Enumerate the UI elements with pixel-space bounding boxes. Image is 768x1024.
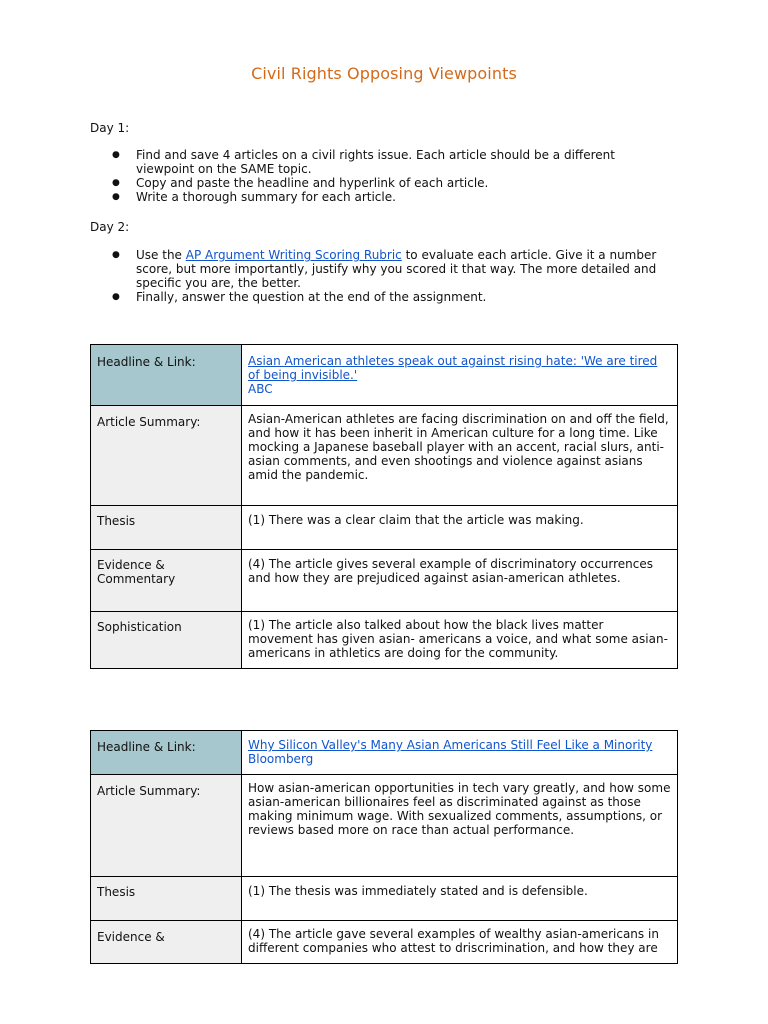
day2-label: Day 2: (90, 220, 130, 234)
thesis-label: Thesis (97, 885, 136, 899)
list-item: ● Find and save 4 articles on a civil rights issue. Each article should be a different viewpoint on the SAME topic. (110, 148, 670, 176)
list-item (110, 248, 670, 290)
headline-cell (242, 731, 678, 775)
source-link[interactable]: Bloomberg (248, 752, 314, 766)
evidence-cell (242, 921, 678, 964)
sophistication-label-cell (91, 612, 242, 669)
thesis-label-cell (91, 877, 242, 921)
evidence-text: (4) The article gives several example of discriminatory occurrences and how they are prejudiced against asian-american athletes. (248, 557, 654, 585)
list-item: ● Write a thorough summary for each article. (110, 190, 670, 204)
day1-list (110, 148, 670, 204)
evidence-text: (4) The article gave several examples of wealthy asian-americans in different companies who attest to driscrimination, and how they are (248, 927, 659, 955)
headline-label: Headline & Link: (97, 355, 196, 369)
thesis-text: (1) The thesis was immediately stated and is defensible. (248, 884, 588, 898)
thesis-label-cell (91, 506, 242, 550)
article-table-1 (90, 344, 678, 669)
headline-cell (242, 345, 678, 406)
thesis-cell (242, 506, 678, 550)
rubric-link[interactable]: AP Argument Writing Scoring Rubric (185, 248, 402, 262)
page-title: Civil Rights Opposing Viewpoints (251, 64, 517, 83)
day1-label: Day 1: (90, 121, 130, 135)
article-table-2 (90, 730, 678, 964)
evidence-label: Evidence & Commentary (97, 558, 176, 586)
list-item: ● Finally, answer the question at the end of the assignment. (110, 290, 670, 304)
day2-list (110, 248, 670, 304)
thesis-label: Thesis (97, 514, 136, 528)
summary-text: Asian-American athletes are facing discrimination on and off the field, and how it has been inherit in American culture for a long time. Like mocking a Japanese baseball player with an accent, racial slurs, anti-asian comments, and even shootings and violence against asians amid the pandemic. (248, 412, 669, 482)
sophistication-label: Sophistication (97, 620, 182, 634)
summary-label: Article Summary: (97, 784, 201, 798)
headline-label: Headline & Link: (97, 740, 196, 754)
list-item: ● Copy and paste the headline and hyperlink of each article. (110, 176, 670, 190)
thesis-cell (242, 877, 678, 921)
summary-cell (242, 775, 678, 877)
summary-label: Article Summary: (97, 415, 201, 429)
evidence-label-cell (91, 550, 242, 612)
headline-link[interactable]: Why Silicon Valley's Many Asian Americans Still Feel Like a Minority (248, 738, 653, 752)
thesis-text: (1) There was a clear claim that the article was making. (248, 513, 584, 527)
evidence-label-cell (91, 921, 242, 964)
evidence-label: Evidence & (97, 930, 165, 944)
headline-link[interactable]: Asian American athletes speak out against rising hate: 'We are tired of being invisible.' (248, 354, 658, 382)
sophistication-cell (242, 612, 678, 669)
evidence-cell (242, 550, 678, 612)
list-text: to evaluate each article. Give it a number score, but more importantly, justify why you scored it that way. The more detailed and specific you are, the better. (136, 248, 657, 290)
headline-label-cell (91, 345, 242, 406)
summary-label-cell (91, 406, 242, 506)
list-text: Use the (136, 248, 186, 262)
sophistication-text: (1) The article also talked about how the black lives matter movement has given asian- americans a voice, and what some asian-americans in athletics are doing for the community. (248, 618, 668, 660)
summary-cell (242, 406, 678, 506)
summary-text: How asian-american opportunities in tech vary greatly, and how some asian-american billionaires feel as discriminated against as those making minimum wage. With sexualized comments, assumptions, or reviews based more on race than actual performance. (248, 781, 671, 837)
summary-label-cell (91, 775, 242, 877)
source-link[interactable]: ABC (248, 382, 273, 396)
headline-label-cell (91, 731, 242, 775)
